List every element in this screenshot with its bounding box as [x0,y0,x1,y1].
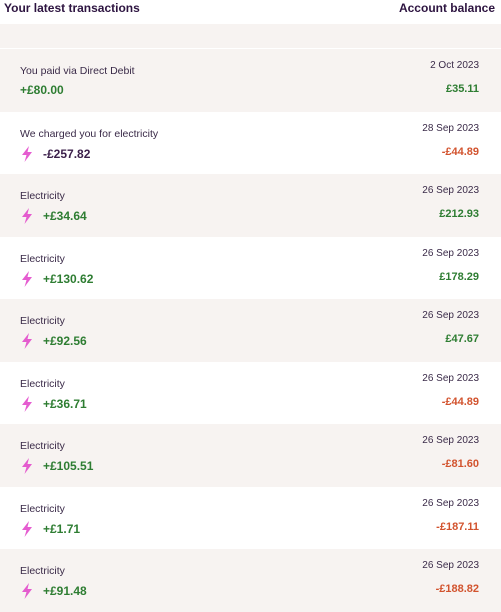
transaction-amount-line [20,208,87,224]
transactions-header [0,0,501,24]
transaction-date: 26 Sep 2023 [422,310,479,321]
transaction-row[interactable] [0,174,501,237]
transaction-description: Electricity [20,377,65,390]
transaction-description: Electricity [20,315,65,327]
transaction-amount: +£80.00 [20,83,64,97]
transaction-description: Electricity [20,502,65,515]
transaction-description: You paid via Direct Debit [20,65,135,77]
transaction-amount: +£130.62 [43,271,94,286]
transaction-description: Electricity [20,440,65,452]
transaction-description: Electricity [20,252,65,265]
transaction-amount-line [20,83,64,97]
transaction-amount: +£92.56 [43,334,87,348]
running-balance: £47.67 [445,333,479,345]
running-balance: £178.29 [439,270,479,283]
transaction-row[interactable] [0,112,501,175]
transaction-description: Electricity [20,190,65,202]
running-balance: -£81.60 [441,458,479,470]
transaction-row[interactable] [0,362,501,425]
transaction-date: 26 Sep 2023 [422,560,479,571]
transaction-amount-line [20,333,87,349]
list-top-band [0,24,501,48]
transaction-date: 28 Sep 2023 [422,122,479,134]
lightning-bolt-icon [20,521,34,537]
lightning-bolt-icon [20,458,34,474]
transaction-list [0,49,501,612]
transaction-amount-line [20,271,93,287]
lightning-bolt-icon [20,271,34,287]
transaction-amount: +£105.51 [43,459,94,473]
transaction-row[interactable] [0,424,501,487]
page-title: Your latest transactions [4,1,140,15]
transaction-amount: +£34.64 [43,209,87,223]
running-balance: £35.11 [445,83,479,95]
transaction-amount: +£91.48 [43,584,87,598]
running-balance: -£187.11 [436,520,479,533]
transaction-row[interactable] [0,237,501,300]
transaction-amount: +£36.71 [43,396,87,411]
transaction-row[interactable] [0,49,501,112]
transaction-description: Electricity [20,565,65,577]
transaction-date: 26 Sep 2023 [422,435,479,446]
transaction-amount: -£257.82 [43,146,91,161]
transaction-date: 2 Oct 2023 [430,60,479,71]
transaction-date: 26 Sep 2023 [422,185,479,196]
balance-column-heading: Account balance [398,1,495,15]
running-balance: £212.93 [439,208,479,220]
transaction-row[interactable] [0,487,501,550]
transaction-amount-line [20,583,87,599]
transaction-date: 26 Sep 2023 [422,497,479,509]
transaction-amount-line [20,396,87,412]
lightning-bolt-icon [20,208,34,224]
lightning-bolt-icon [20,583,34,599]
transaction-amount-line [20,521,80,537]
running-balance: -£44.89 [441,395,479,408]
running-balance: -£44.89 [441,145,479,158]
transaction-amount: +£1.71 [43,521,81,536]
transaction-row[interactable] [0,299,501,362]
transaction-description: We charged you for electricity [20,127,159,140]
lightning-bolt-icon [20,146,34,162]
transaction-date: 26 Sep 2023 [422,372,479,384]
transaction-date: 26 Sep 2023 [422,247,479,259]
transaction-amount-line [20,146,90,162]
lightning-bolt-icon [20,396,34,412]
lightning-bolt-icon [20,333,34,349]
transaction-row[interactable] [0,549,501,612]
transaction-amount-line [20,458,93,474]
running-balance: -£188.82 [435,583,479,595]
